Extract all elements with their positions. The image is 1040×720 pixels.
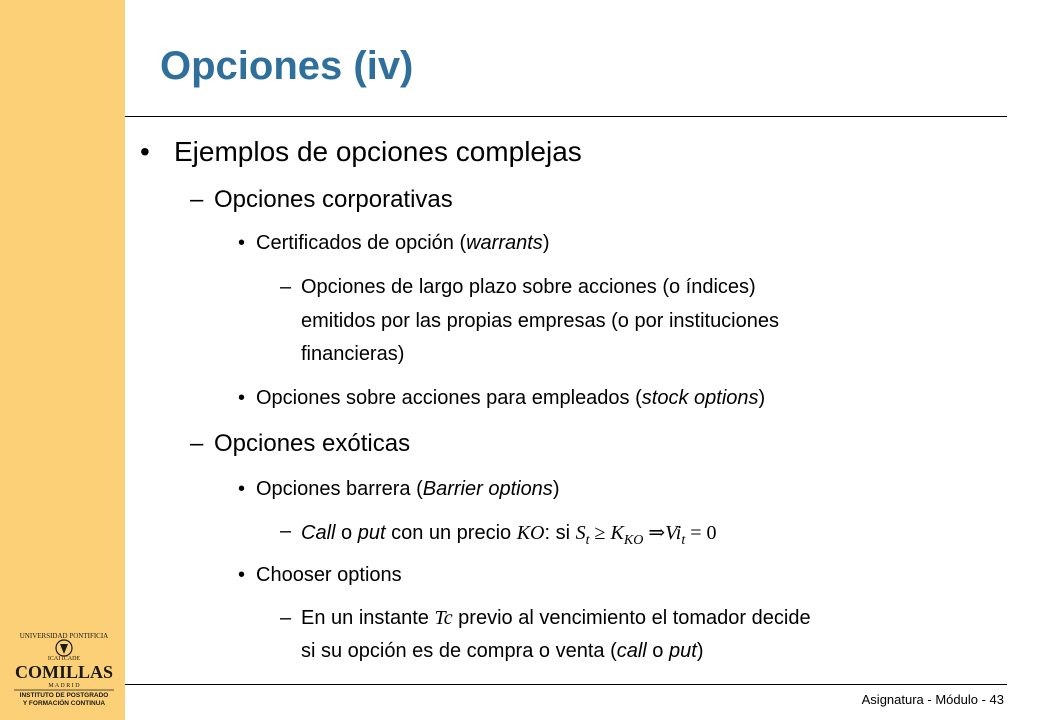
bullet-mark: • (238, 478, 246, 500)
item-barrier: Opciones barrera (Barrier options) (256, 478, 560, 500)
bullet-mark: • (238, 232, 246, 254)
bullet-ejemplos: Ejemplos de opciones complejas (174, 136, 582, 167)
svg-text:ICAI ICADE: ICAI ICADE (47, 656, 81, 662)
svg-text:COMILLAS: COMILLAS (14, 662, 114, 682)
dash-mark: – (280, 520, 292, 542)
sidebar-band (0, 0, 125, 720)
comillas-logo (8, 628, 120, 706)
dash-mark: – (190, 186, 204, 213)
detail-chooser-l2: si su opción es de compra o venta (call o put) (301, 640, 704, 662)
dash-mark: – (280, 607, 292, 629)
title-divider (125, 116, 1007, 117)
item-stock-options: Opciones sobre acciones para empleados (stock options) (256, 387, 766, 409)
svg-text:M A D R I D: M A D R I D (48, 683, 80, 689)
item-chooser: Chooser options (256, 564, 402, 586)
svg-text:Y FORMACIÓN CONTINUA: Y FORMACIÓN CONTINUA (22, 700, 106, 706)
detail-largo-plazo-l3: financieras) (301, 343, 405, 365)
bullet-mark: • (238, 387, 246, 409)
bullet-mark: • (140, 136, 150, 167)
detail-chooser-l1: En un instante Tc previo al vencimiento el tomador decide (301, 607, 811, 629)
detail-largo-plazo-l1: Opciones de largo plazo sobre acciones (o índices) (301, 276, 756, 298)
detail-barrier-formula: Call o put con un precio KO: si $S_t \ge K_{KO}$ $\Rightarrow Vi_t = 0$ (301, 522, 717, 548)
dash-mark: – (280, 276, 292, 298)
footer-divider (125, 684, 1007, 685)
svg-text:INSTITUTO DE POSTGRADO: INSTITUTO DE POSTGRADO (19, 692, 109, 699)
slide-title: Opciones (iv) (160, 44, 414, 88)
bullet-mark: • (238, 564, 246, 586)
sub-opciones-corporativas: Opciones corporativas (214, 186, 453, 213)
detail-largo-plazo-l2: emitidos por las propias empresas (o por instituciones (301, 310, 779, 332)
slide-footer: Asignatura - Módulo - 43 (861, 692, 1004, 707)
svg-text:UNIVERSIDAD PONTIFICIA: UNIVERSIDAD PONTIFICIA (19, 632, 109, 640)
sub-opciones-exoticas: Opciones exóticas (214, 430, 411, 457)
dash-mark: – (190, 430, 204, 457)
item-certificados: Certificados de opción (warrants) (256, 232, 550, 254)
